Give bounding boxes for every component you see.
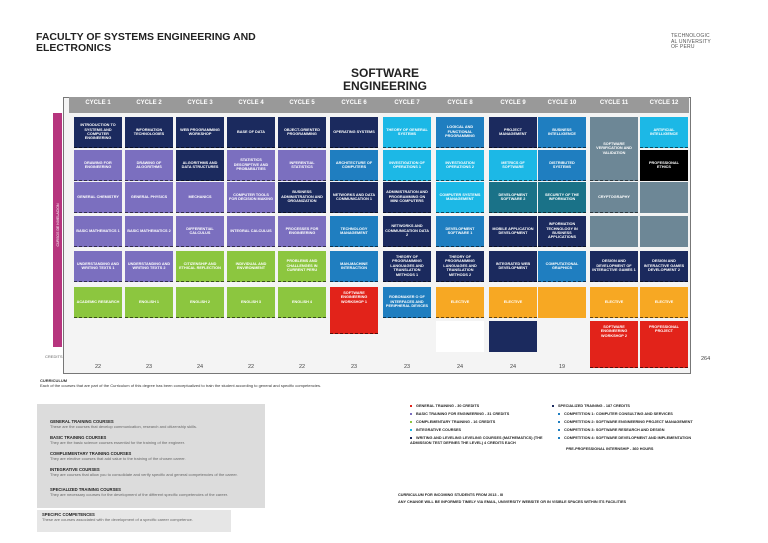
legend-complementary xyxy=(50,452,250,461)
legend-complementary-title: COMPLEMENTARY TRAINING COURSES xyxy=(50,451,132,456)
course-cell: ROBOMAKER O OF INTERFACES AND PERIPHERAL DEVICES xyxy=(383,287,431,318)
bullet-icon xyxy=(410,421,412,423)
course-cell: DIFFERENTIAL CALCULUS xyxy=(176,216,224,247)
course-cell: ELECTIVE xyxy=(590,287,638,318)
course-cell: METRICS OF SOFTWARE xyxy=(489,150,537,181)
credit-summary-item: GENERAL TRAINING - 30 CREDITS xyxy=(410,404,570,409)
course-cell: GENERAL CHEMISTRY xyxy=(74,182,122,213)
course-block-filler xyxy=(590,216,638,247)
course-cell: ELECTIVE xyxy=(436,287,484,318)
course-block-filler xyxy=(489,321,537,352)
course-cell: DRAWING OF ALGORITHMS xyxy=(125,150,173,181)
credit-value-cycle-2: 23 xyxy=(145,364,153,370)
course-block-filler xyxy=(640,216,688,247)
legend-specific xyxy=(42,513,227,522)
legend-integrative xyxy=(50,468,250,477)
legend-specialized xyxy=(50,488,250,497)
course-cell: MAN-MACHINE INTERACTION xyxy=(330,251,378,282)
course-cell: ADMINISTRATION AND PROGRAMMING ON MINI COMPUTERS xyxy=(383,182,431,213)
course-cell: COMPUTER TOOLS FOR DECISION MAKING xyxy=(227,182,275,213)
course-cell: LOGICAL AND FUNCTIONAL PROGRAMMING xyxy=(436,117,484,148)
footer-line1: CURRICULUM FOR INCOMING STUDENTS FROM 2013 - III xyxy=(398,493,504,497)
credit-summary-item: WRITING AND LEVELING LEVELING COURSES (MATHEMATICS) (THE ADMISSION TEST DEFINES THE LEVEL) 4 CREDITS EACH xyxy=(410,436,543,445)
bullet-icon xyxy=(410,429,412,431)
course-cell: INVESTIGATION OPERATIONS 2 xyxy=(436,150,484,181)
course-cell: PROCESSES FOR ENGINEERING xyxy=(278,216,326,247)
footer-line2: ANY CHANGE WILL BE INFORMED TIMELY VIA EMAIL, UNIVERSITY WEBSITE OR IN VISIBLE SPACES WITHIN ITS FACILITIES xyxy=(398,500,627,504)
course-cell: DESIGN AND INTERACTIVE GAMES DEVELOPMENT 2 xyxy=(640,251,688,282)
curriculum-text: Each of the courses that are part of the Curriculum of this degree has been conceptualized to train the student according to general and specific competencies. xyxy=(40,383,322,388)
credit-summary-item: PRE-PROFESSIONAL INTERNSHIP - 360 HOURS xyxy=(566,447,654,451)
credit-summary-item: COMPETITION 1: COMPUTER CONSULTING AND SERVICES xyxy=(558,412,748,417)
course-cell: ARCHITECTURE OF COMPUTERS xyxy=(330,150,378,181)
course-cell: INFERENTIAL STATISTICS xyxy=(278,150,326,181)
leveling-courses-label xyxy=(53,113,62,347)
specific-title: SPECIFIC COMPETENCES xyxy=(42,512,95,517)
cycle-header-2: CYCLE 2 xyxy=(136,100,162,106)
course-cell: INFORMATION TECHNOLOGY IN BUSINESS APPLICATIONS xyxy=(538,216,586,247)
credit-value-cycle-8: 24 xyxy=(456,364,464,370)
cycle-header-9: CYCLE 9 xyxy=(500,100,526,106)
course-cell: BASIC MATHEMATICS 2 xyxy=(125,216,173,247)
credits-total: 264 xyxy=(701,356,711,362)
course-cell: BUSINESS INTELLIGENCE xyxy=(538,117,586,148)
course-cell: DRAWING FOR ENGINEERING xyxy=(74,150,122,181)
course-cell: INDIVIDUAL AND ENVIRONMENT xyxy=(227,251,275,282)
credits-label: CREDITS xyxy=(45,354,63,359)
credit-summary-item: COMPLEMENTARY TRAINING - 16 CREDITS xyxy=(410,420,570,425)
course-cell: GENERAL PHYSICS xyxy=(125,182,173,213)
cycle-header-1: CYCLE 1 xyxy=(85,100,111,106)
course-cell: DEVELOPMENT SOFTWARE 1 xyxy=(436,216,484,247)
course-cell: INTEGRATED WEB DEVELOPMENT xyxy=(489,251,537,282)
credit-value-cycle-7: 23 xyxy=(403,364,411,370)
course-cell: MECHANICS xyxy=(176,182,224,213)
legend-general xyxy=(50,420,250,429)
course-cell: PROJECT MANAGEMENT xyxy=(489,117,537,148)
legend-basic-desc: They are the basic science courses essential for the training of the engineer. xyxy=(50,439,185,445)
faculty-title-line2: ELECTRONICS xyxy=(36,42,112,54)
course-cell: INTEGRAL CALCULUS xyxy=(227,216,275,247)
cycle-header-4: CYCLE 4 xyxy=(238,100,264,106)
course-cell: OBJECT-ORIENTED PROGRAMMING xyxy=(278,117,326,148)
course-cell: BUSINESS ADMINISTRATION AND ORGANIZATION xyxy=(278,182,326,213)
faculty-title xyxy=(36,32,296,54)
legend-general-desc: These are the courses that develop communication, research and citizenship skills. xyxy=(50,423,197,429)
credit-value-cycle-10: 19 xyxy=(558,364,566,370)
legend-specialized-desc: They are necessary courses for the development of the different specific competencies of the career. xyxy=(50,491,229,497)
course-cell: ARTIFICIAL INTELLIGENCE xyxy=(640,117,688,148)
course-cell: SOFTWARE VERIFICATION AND VALIDATION xyxy=(590,117,638,181)
specific-desc: These are courses associated with the development of a specific career competence. xyxy=(42,516,193,522)
university-name xyxy=(671,34,741,51)
course-cell: ENGLISH 1 xyxy=(125,287,173,318)
course-cell: ALGORITHMS AND DATA STRUCTURES xyxy=(176,150,224,181)
bullet-icon xyxy=(558,421,560,423)
course-cell: THEORY OF PROGRAMMING LANGUAGES AND TRANSLATION METHODS 1 xyxy=(383,251,431,282)
program-title-line2: ENGINEERING xyxy=(342,79,427,93)
course-cell: STATISTICS DESCRIPTIVE AND PROBABILITIES xyxy=(227,150,275,181)
course-cell: SOFTWARE ENGINEERING WORKSHOP 1 xyxy=(330,287,378,334)
bullet-icon xyxy=(558,437,560,439)
course-cell: ELECTIVE xyxy=(640,287,688,318)
cycle-header-5: CYCLE 5 xyxy=(289,100,315,106)
faculty-title-line1: FACULTY OF SYSTEMS ENGINEERING AND xyxy=(36,31,256,43)
legend-basic xyxy=(50,436,250,445)
university-line3: OF PERU xyxy=(671,44,695,50)
course-cell: MOBILE APPLICATION DEVELOPMENT xyxy=(489,216,537,247)
curriculum-note xyxy=(40,378,440,388)
credit-value-cycle-3: 24 xyxy=(196,364,204,370)
bullet-icon xyxy=(410,437,412,439)
credit-summary-item: BASIC TRAINING FOR ENGINEERING - 31 CREDITS xyxy=(410,412,570,417)
bullet-icon xyxy=(552,405,554,407)
course-cell: DEVELOPMENT SOFTWARE 2 xyxy=(489,182,537,213)
course-cell: INTRODUCTION TO SYSTEMS AND COMPUTER ENGINEERING xyxy=(74,117,122,148)
program-title-line1: SOFTWARE xyxy=(351,66,419,80)
course-block-filler xyxy=(436,321,484,352)
course-cell: ENGLISH 3 xyxy=(227,287,275,318)
bullet-icon xyxy=(410,405,412,407)
legend-integrative-title: INTEGRATIVE COURSES xyxy=(50,467,100,472)
course-cell: PROFESSIONAL ETHICS xyxy=(640,150,688,181)
course-cell: ENGLISH 4 xyxy=(278,287,326,318)
university-line1: TECHNOLOGIC xyxy=(671,33,710,39)
credit-value-cycle-4: 22 xyxy=(247,364,255,370)
credit-value-cycle-1: 22 xyxy=(94,364,102,370)
course-cell: ACADEMIC RESEARCH xyxy=(74,287,122,318)
legend-integrative-desc: They are courses that allow you to consolidate and verify specific and general competencies of the career. xyxy=(50,471,238,477)
course-cell: UNDERSTANDING AND WRITING TEXTS 2 xyxy=(125,251,173,282)
credit-summary-item: COMPETITION 2: SOFTWARE ENGINEERING PROJECT MANAGEMENT xyxy=(558,420,748,425)
course-cell: UNDERSTANDING AND WRITING TEXTS 1 xyxy=(74,251,122,282)
course-cell: INVESTIGATION OF OPERATIONS 1 xyxy=(383,150,431,181)
cycle-header-6: CYCLE 6 xyxy=(341,100,367,106)
credit-summary-item: COMPETITION 3: SOFTWARE RESEARCH AND DESIGN xyxy=(558,428,748,433)
course-cell: PROFESSIONAL PROJECT xyxy=(640,321,688,368)
legend-specialized-title: SPECIALIZED TRAINING COURSES xyxy=(50,487,121,492)
credit-value-cycle-9: 24 xyxy=(509,364,517,370)
course-cell: PROBLEMS AND CHALLENGES IN CURRENT PERU xyxy=(278,251,326,282)
course-cell: SECURITY OF THE INFORMATION xyxy=(538,182,586,213)
course-cell: SOFTWARE ENGINEERING WORKSHOP 2 xyxy=(590,321,638,368)
course-block-filler xyxy=(538,287,586,318)
credit-summary-item: COMPETITION 4: SOFTWARE DEVELOPMENT AND IMPLEMENTATION xyxy=(558,436,748,441)
legend-general-title: GENERAL TRAINING COURSES xyxy=(50,419,114,424)
course-cell: ELECTIVE xyxy=(489,287,537,318)
vertical-label-text: CURSOS DE NIVELACION xyxy=(56,203,60,247)
course-cell: OPERATING SYSTEMS xyxy=(330,117,378,148)
course-cell: BASE OF DATA xyxy=(227,117,275,148)
program-title xyxy=(330,67,440,93)
cycle-header-11: CYCLE 11 xyxy=(599,100,629,106)
course-cell: WEB PROGRAMMING WORKSHOP xyxy=(176,117,224,148)
bullet-icon xyxy=(558,413,560,415)
legend-basic-title: BASIC TRAINING COURSES xyxy=(50,435,107,440)
course-cell: CRYPTOGRAPHY xyxy=(590,182,638,213)
credit-value-cycle-5: 22 xyxy=(298,364,306,370)
university-line2: AL UNIVERSITY xyxy=(671,38,711,45)
course-cell: COMPUTATIONAL GRAPHICS xyxy=(538,251,586,282)
legend-complementary-desc: They are elective courses that add value to the training of the chosen career. xyxy=(50,455,186,461)
credit-value-cycle-6: 23 xyxy=(350,364,358,370)
cycle-header-10: CYCLE 10 xyxy=(547,100,577,106)
course-cell: TECHNOLOGY MANAGEMENT xyxy=(330,216,378,247)
course-cell: NETWORKS AND DATA COMMUNICATION 1 xyxy=(330,182,378,213)
course-cell: INFORMATION TECHNOLOGIES xyxy=(125,117,173,148)
course-cell: DISTRIBUTED SYSTEMS xyxy=(538,150,586,181)
course-cell: THEORY OF GENERAL SYSTEMS xyxy=(383,117,431,148)
course-cell: CITIZENSHIP AND ETHICAL REFLECTION xyxy=(176,251,224,282)
credit-summary-item: INTEGRATIVE COURSES xyxy=(410,428,570,433)
course-cell: ENGLISH 2 xyxy=(176,287,224,318)
credit-summary-item: SPECIALIZED TRAINING - 187 CREDITS xyxy=(552,404,742,409)
course-cell: THEORY OF PROGRAMMING LANGUAGES AND TRANSLATION METHODS 2 xyxy=(436,251,484,282)
course-cell: NETWORKS AND COMMUNICATION DATA 2 xyxy=(383,216,431,247)
course-block-filler xyxy=(640,182,688,213)
cycle-header-8: CYCLE 8 xyxy=(447,100,473,106)
bullet-icon xyxy=(558,429,560,431)
cycle-header-12: CYCLE 12 xyxy=(649,100,679,106)
cycle-header-3: CYCLE 3 xyxy=(187,100,213,106)
curriculum-heading: CURRICULUM xyxy=(40,378,68,383)
course-cell: COMPUTER SYSTEMS MANAGEMENT xyxy=(436,182,484,213)
course-cell: BASIC MATHEMATICS 1 xyxy=(74,216,122,247)
bullet-icon xyxy=(410,413,412,415)
cycle-header-7: CYCLE 7 xyxy=(394,100,420,106)
course-cell: DESIGN AND DEVELOPMENT OF INTERACTIVE GAMES 1 xyxy=(590,251,638,282)
